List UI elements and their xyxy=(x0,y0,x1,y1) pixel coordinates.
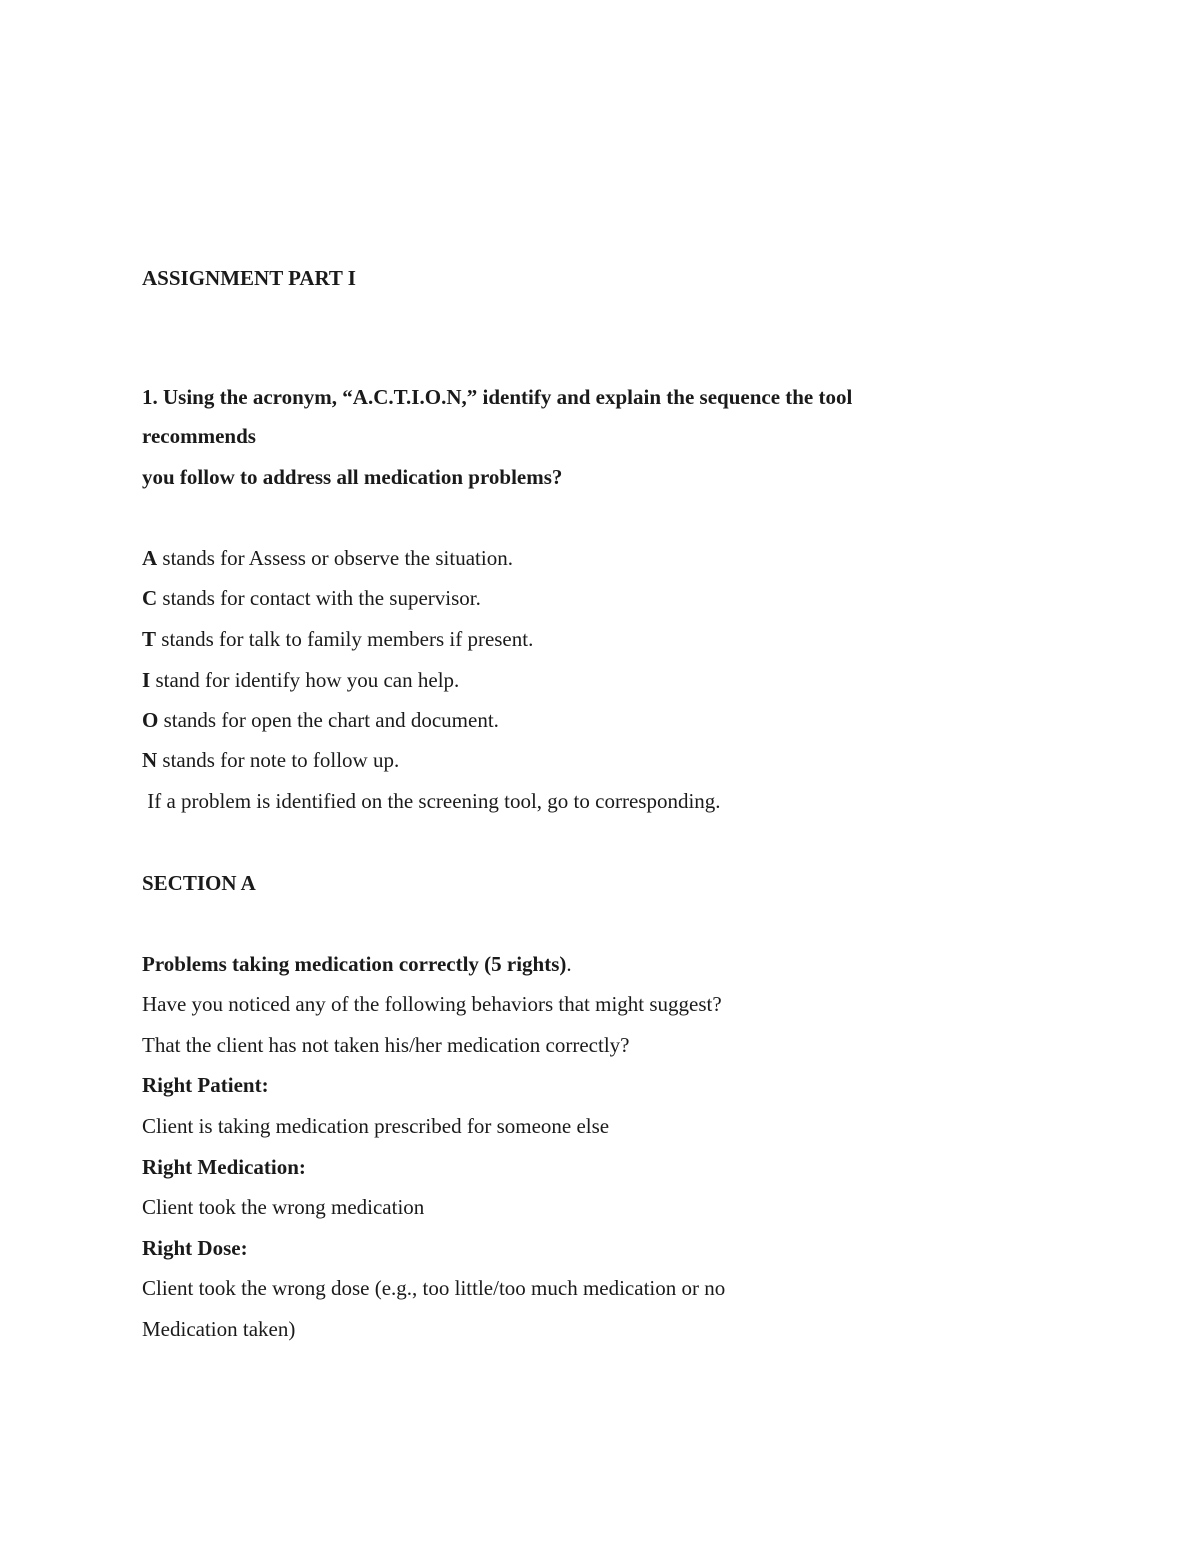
section-subtitle-text: Problems taking medication correctly (5 rights) xyxy=(142,952,567,976)
question-line-1: 1. Using the acronym, “A.C.T.I.O.N,” identify and explain the sequence the tool xyxy=(142,385,853,409)
section-title: SECTION A xyxy=(142,871,256,895)
acronym-letter: O xyxy=(142,708,159,732)
intro-line-2: That the client has not taken his/her medication correctly? xyxy=(142,1033,630,1057)
acronym-text: stands for contact with the supervisor. xyxy=(157,586,481,610)
right-dose-text-line-2: Medication taken) xyxy=(142,1317,296,1341)
right-medication-label: Right Medication: xyxy=(142,1155,306,1179)
right-patient-label: Right Patient: xyxy=(142,1073,269,1097)
acronym-text: stand for identify how you can help. xyxy=(150,668,460,692)
acronym-item-a xyxy=(142,548,513,569)
acronym-letter: C xyxy=(142,586,158,610)
right-medication-text: Client took the wrong medication xyxy=(142,1195,425,1219)
acronym-text: stands for Assess or observe the situation. xyxy=(157,546,513,570)
acronym-text: stands for open the chart and document. xyxy=(158,708,499,732)
screening-note: If a problem is identified on the screening tool, go to corresponding. xyxy=(142,789,721,813)
acronym-text: stands for note to follow up. xyxy=(157,748,400,772)
right-dose-text-line-1: Client took the wrong dose (e.g., too little/too much medication or no xyxy=(142,1276,726,1300)
intro-line-1: Have you noticed any of the following behaviors that might suggest? xyxy=(142,992,722,1016)
right-dose-label: Right Dose: xyxy=(142,1236,248,1260)
section-subtitle-punct: . xyxy=(566,952,572,976)
right-patient-text: Client is taking medication prescribed for someone else xyxy=(142,1114,610,1138)
acronym-item-n xyxy=(142,750,399,771)
assignment-heading: ASSIGNMENT PART I xyxy=(142,266,356,290)
acronym-letter: I xyxy=(142,668,151,692)
acronym-letter: N xyxy=(142,748,158,772)
acronym-item-o xyxy=(142,710,499,731)
question-line-2: recommends xyxy=(142,424,256,448)
section-subtitle xyxy=(142,954,572,975)
acronym-letter: T xyxy=(142,627,157,651)
acronym-item-t xyxy=(142,629,533,650)
acronym-item-c xyxy=(142,588,481,609)
acronym-text: stands for talk to family members if present. xyxy=(156,627,534,651)
acronym-item-i xyxy=(142,670,459,691)
acronym-letter: A xyxy=(142,546,158,570)
question-line-3: you follow to address all medication problems? xyxy=(142,465,563,489)
